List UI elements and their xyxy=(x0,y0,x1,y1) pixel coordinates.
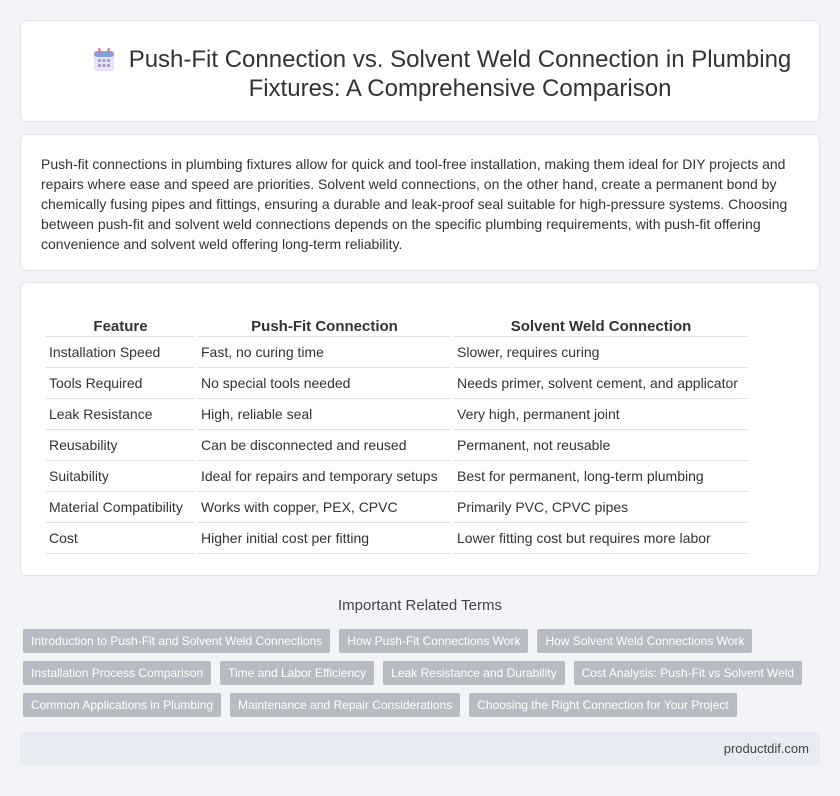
header-solvent-weld: Solvent Weld Connection xyxy=(454,313,748,337)
feature-cell: Reusability xyxy=(46,430,195,461)
related-term-tag[interactable]: Maintenance and Repair Considerations xyxy=(230,693,460,717)
push-fit-cell: Can be disconnected and reused xyxy=(198,430,451,461)
table-row xyxy=(46,337,748,368)
solvent-weld-cell: Permanent, not reusable xyxy=(454,430,748,461)
feature-cell: Installation Speed xyxy=(46,337,195,368)
table-row xyxy=(46,430,748,461)
push-fit-cell: High, reliable seal xyxy=(198,399,451,430)
table-header-row xyxy=(46,313,748,337)
related-term-tag[interactable]: Cost Analysis: Push-Fit vs Solvent Weld xyxy=(574,661,803,685)
push-fit-cell: Fast, no curing time xyxy=(198,337,451,368)
table-row xyxy=(46,461,748,492)
related-terms-title: Important Related Terms xyxy=(338,597,502,614)
push-fit-cell: Ideal for repairs and temporary setups xyxy=(198,461,451,492)
feature-cell: Cost xyxy=(46,523,195,554)
related-term-tag[interactable]: Installation Process Comparison xyxy=(23,661,211,685)
related-term-tag[interactable]: Time and Labor Efficiency xyxy=(220,661,374,685)
comparison-table xyxy=(43,313,751,554)
related-term-tag[interactable]: Common Applications in Plumbing xyxy=(23,693,221,717)
table-row xyxy=(46,523,748,554)
solvent-weld-cell: Lower fitting cost but requires more labor xyxy=(454,523,748,554)
solvent-weld-cell: Primarily PVC, CPVC pipes xyxy=(454,492,748,523)
table-row xyxy=(46,399,748,430)
footer-site-link[interactable]: productdif.com xyxy=(723,741,809,756)
header-push-fit: Push-Fit Connection xyxy=(198,313,451,337)
page-title: Push-Fit Connection vs. Solvent Weld Connection in Plumbing Fixtures: A Comprehensive Comparison xyxy=(128,46,792,102)
solvent-weld-cell: Slower, requires curing xyxy=(454,337,748,368)
related-term-tag[interactable]: Introduction to Push-Fit and Solvent Weld Connections xyxy=(23,629,330,653)
header-feature: Feature xyxy=(46,313,195,337)
table-row xyxy=(46,368,748,399)
feature-cell: Material Compatibility xyxy=(46,492,195,523)
solvent-weld-cell: Needs primer, solvent cement, and applicator xyxy=(454,368,748,399)
related-term-tag[interactable]: How Solvent Weld Connections Work xyxy=(537,629,752,653)
push-fit-cell: No special tools needed xyxy=(198,368,451,399)
footer xyxy=(20,732,820,766)
feature-cell: Leak Resistance xyxy=(46,399,195,430)
comparison-card xyxy=(20,282,820,576)
header-card xyxy=(20,20,820,122)
push-fit-cell: Works with copper, PEX, CPVC xyxy=(198,492,451,523)
feature-cell: Tools Required xyxy=(46,368,195,399)
related-term-tag[interactable]: Choosing the Right Connection for Your Project xyxy=(469,693,737,717)
intro-text: Push-fit connections in plumbing fixtures allow for quick and tool-free installation, making them ideal for DIY projects and repairs where ease and speed are priorities. Solvent weld connections, on the other hand, create a permanent bond by chemically fusing pipes and fittings, ensuring a durable and leak-proof seal suitable for high-pressure systems. Choosing between push-fit and solvent weld connections depends on the specific plumbing requirements, with push-fit offering convenience and solvent weld offering long-term reliability. xyxy=(41,156,788,252)
related-term-tag[interactable]: How Push-Fit Connections Work xyxy=(339,629,528,653)
intro-card xyxy=(20,134,820,271)
solvent-weld-cell: Very high, permanent joint xyxy=(454,399,748,430)
solvent-weld-cell: Best for permanent, long-term plumbing xyxy=(454,461,748,492)
table-row xyxy=(46,492,748,523)
feature-cell: Suitability xyxy=(46,461,195,492)
push-fit-cell: Higher initial cost per fitting xyxy=(198,523,451,554)
related-term-tag[interactable]: Leak Resistance and Durability xyxy=(383,661,564,685)
related-terms-list xyxy=(23,629,813,717)
